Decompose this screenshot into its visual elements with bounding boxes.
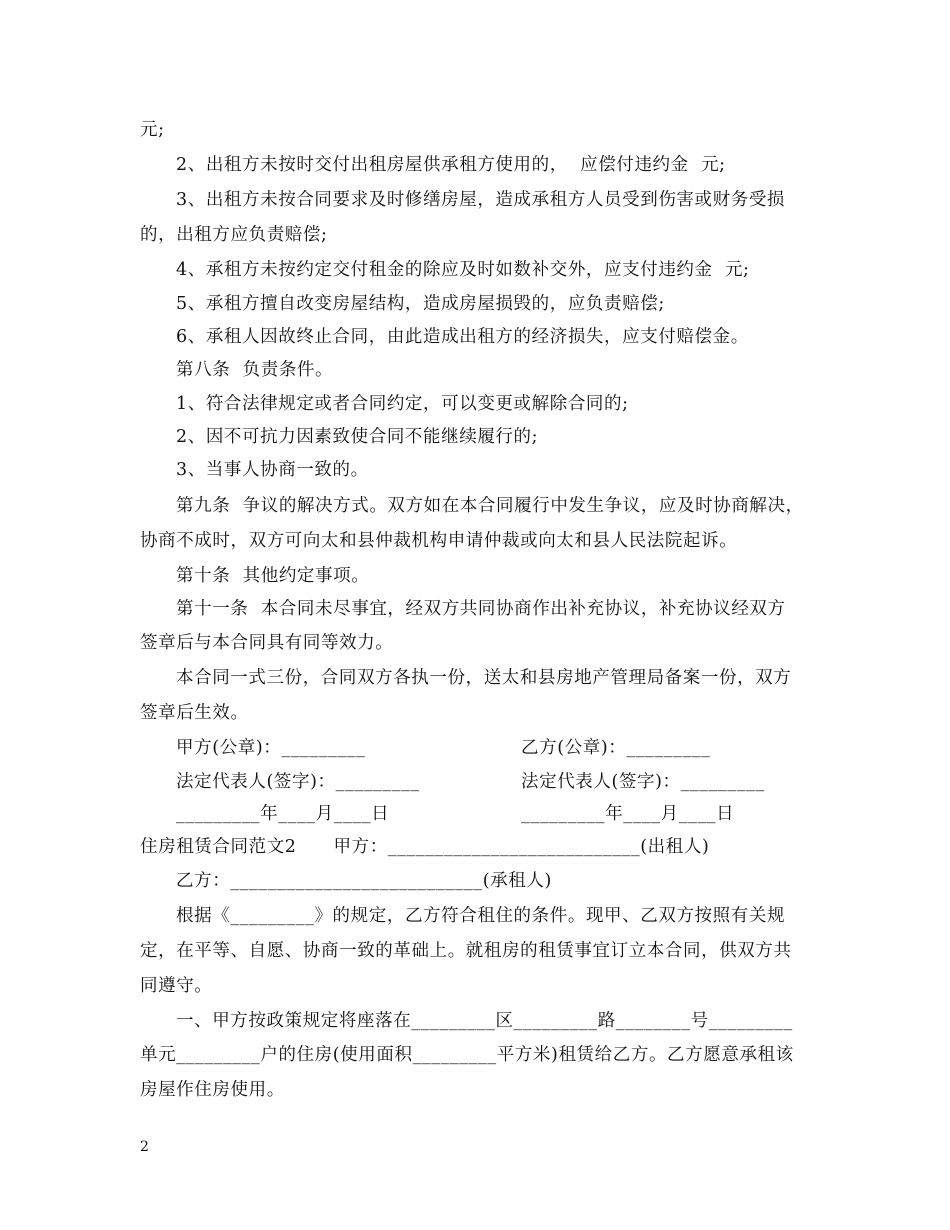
party-b-date-line: _________年____月____日 (521, 804, 735, 824)
section-heading: 第九条 争议的解决方式。双方如在本合同履行中发生争议，应及时协商解决， (176, 496, 804, 516)
party-b-representative-line: 法定代表人(签字)：_________ (521, 772, 765, 792)
paragraph-line: 5、承租方擅自改变房屋结构，造成房屋损毁的，应负责赔偿; (176, 294, 665, 314)
paragraph-line: 同遵守。 (140, 976, 213, 996)
paragraph-line: 的，出租方应负责赔偿; (140, 225, 328, 245)
paragraph-line: 2、因不可抗力因素致使合同不能继续履行的; (176, 427, 539, 447)
paragraph-line: 3、当事人协商一致的。 (176, 460, 369, 480)
paragraph-line: 根据《_________》的规定，乙方符合租住的条件。现甲、乙双方按照有关规 (176, 906, 786, 926)
section-heading: 第十条 其他约定事项。 (176, 566, 370, 586)
section-heading: 第八条 负责条件。 (176, 360, 334, 380)
paragraph-line: 4、承租方未按约定交付租金的除应及时如数补交外，应支付违约金 元; (176, 260, 750, 280)
paragraph-line: 元; (140, 120, 165, 140)
paragraph-line: 签章后生效。 (140, 703, 249, 723)
paragraph-line: 房屋作住房使用。 (140, 1080, 285, 1100)
section-heading: 第十一条 本合同未尽事宜，经双方共同协商作出补充协议，补充协议经双方 (176, 599, 786, 619)
party-b-line: 乙方：___________________________(承租人) (176, 871, 552, 891)
paragraph-line: 单元_________户的住房(使用面积_________平方米)租赁给乙方。乙方愿意承租该 (140, 1045, 794, 1065)
paragraph-line: 3、出租方未按合同要求及时修缮房屋，造成承租方人员受到伤害或财务受损 (176, 190, 786, 210)
party-a-representative-line: 法定代表人(签字)：_________ (176, 772, 420, 792)
paragraph-line: 定，在平等、自愿、协商一致的革础上。就租房的租赁事宜订立本合同，供双方共 (140, 941, 792, 961)
paragraph-line: 签章后与本合同具有同等效力。 (140, 633, 394, 653)
paragraph-line: 本合同一式三份，合同双方各执一份，送太和县房地产管理局备案一份，双方 (176, 668, 792, 688)
party-b-seal-line: 乙方(公章)：_________ (521, 738, 711, 758)
party-a-date-line: _________年____月____日 (176, 804, 390, 824)
page-number: 2 (140, 1139, 149, 1155)
paragraph-line: 2、出租方未按时交付出租房屋供承租方使用的， 应偿付违约金 元; (176, 155, 726, 175)
paragraph-line: 一、甲方按政策规定将座落在_________区_________路________号_________ (176, 1011, 793, 1031)
paragraph-line: 1、符合法律规定或者合同约定，可以变更或解除合同的; (176, 394, 629, 414)
contract-title-line: 住房租赁合同范文2 甲方：___________________________(出租人) (140, 837, 710, 857)
paragraph-line: 6、承租人因故终止合同，由此造成出租方的经济损失，应支付赔偿金。 (176, 327, 749, 347)
paragraph-line: 协商不成时，双方可向太和县仲裁机构申请仲裁或向太和县人民法院起诉。 (140, 531, 738, 551)
party-a-seal-line: 甲方(公章)：_________ (176, 738, 366, 758)
